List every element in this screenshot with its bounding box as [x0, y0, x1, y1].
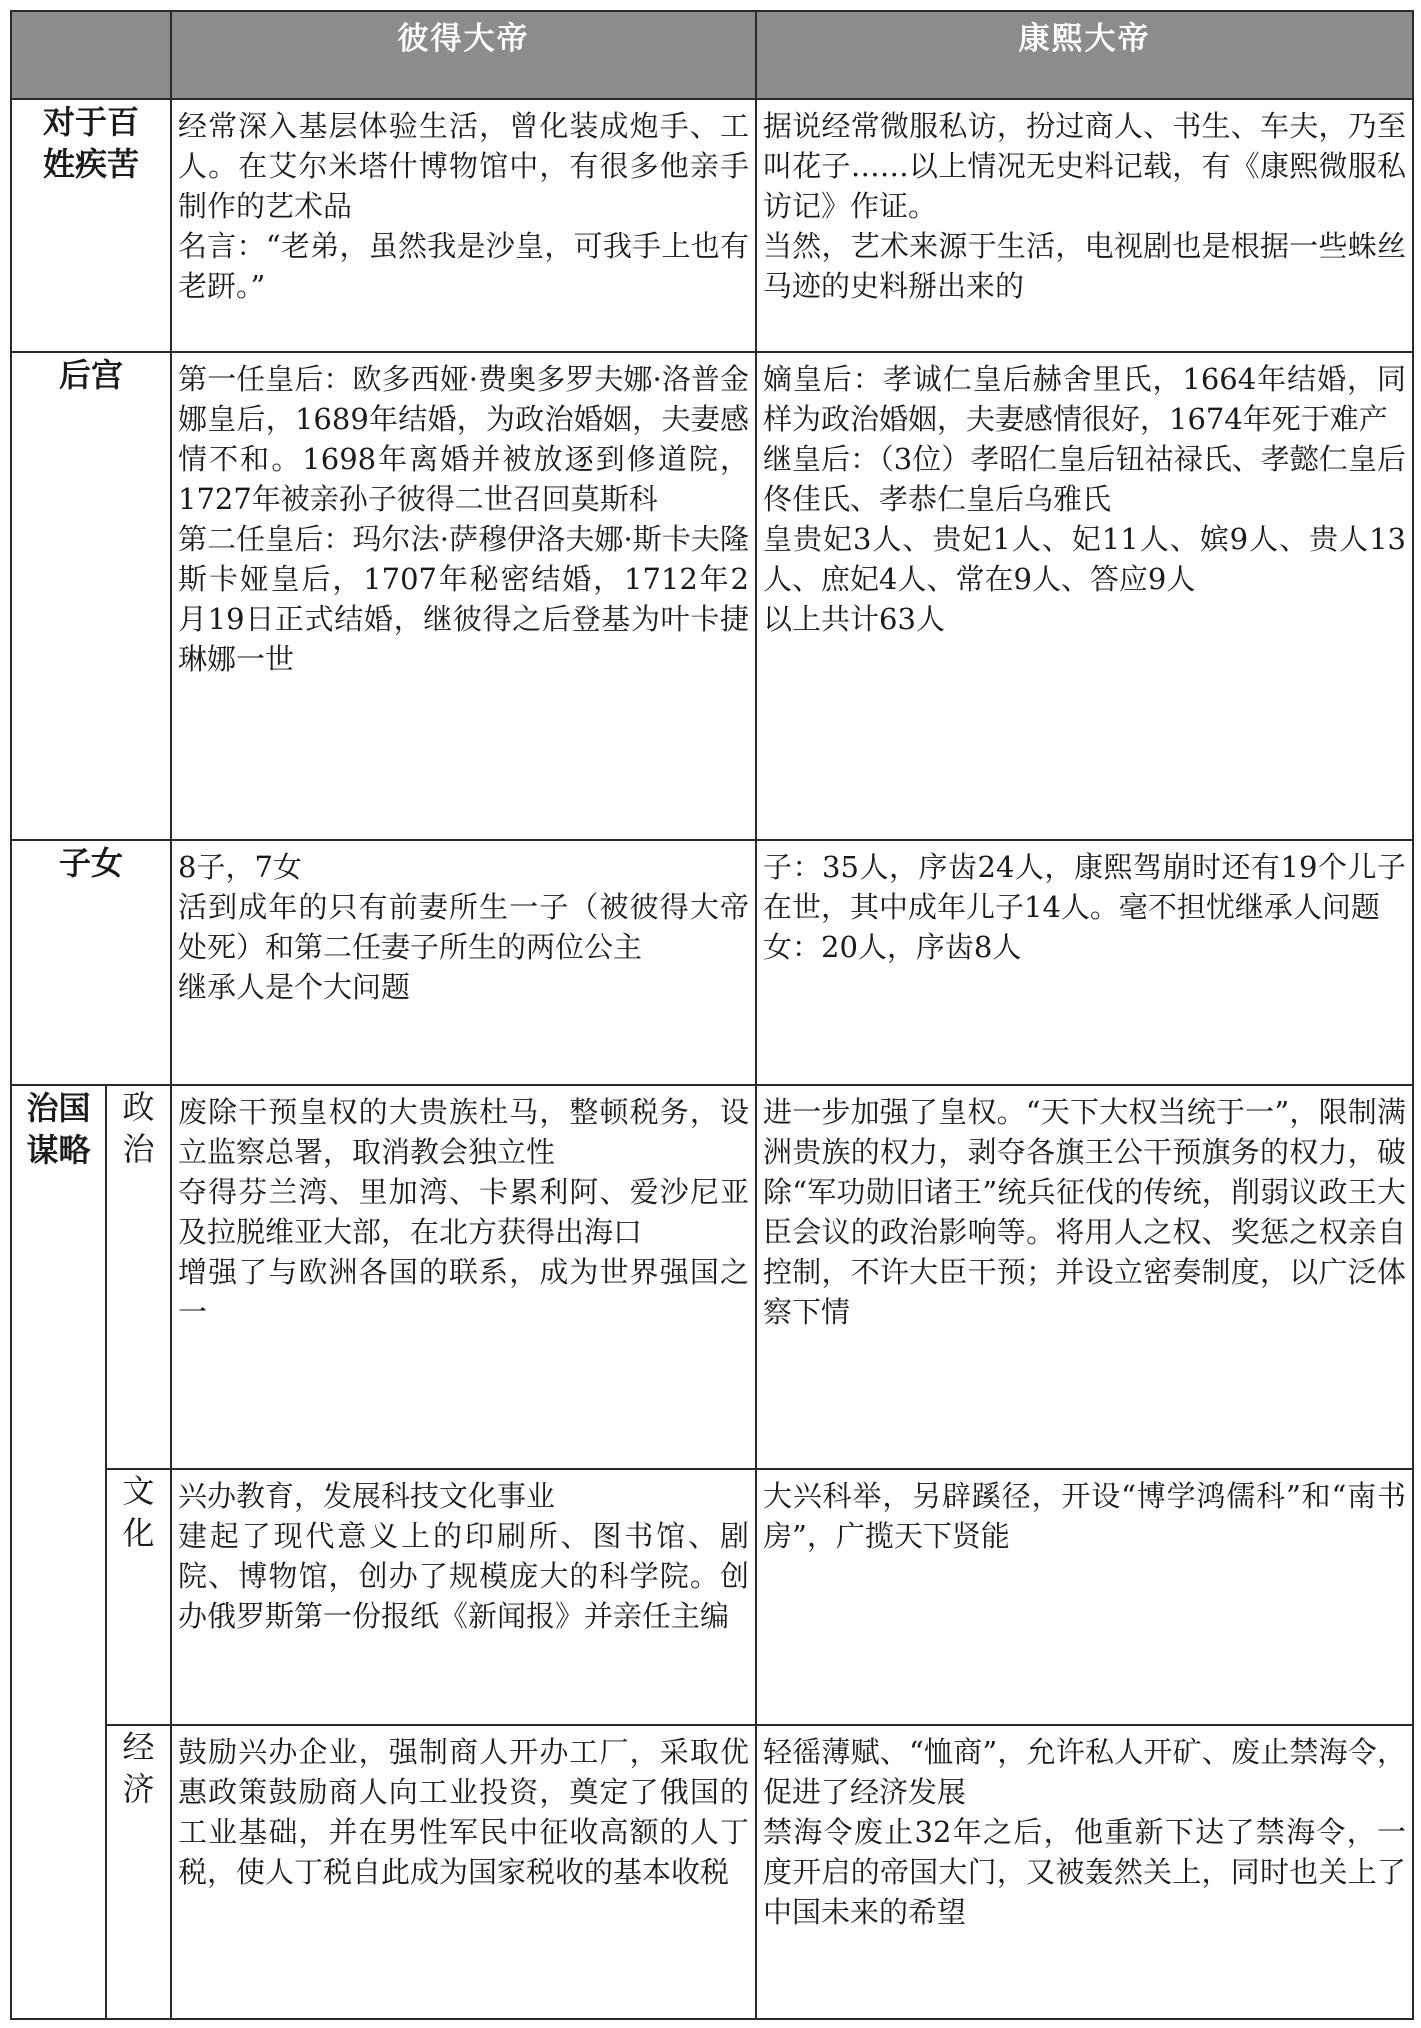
paragraph: 名言：“老弟，虽然我是沙皇，可我手上也有老趼。” [178, 229, 749, 303]
cell-economy-kangxi [756, 1725, 1413, 2019]
paragraph: 经常深入基层体验生活，曾化装成炮手、工人。在艾尔米塔什博物馆中，有很多他亲手制作的艺术品 [178, 109, 749, 223]
paragraph: 继承人是个大问题 [178, 970, 411, 1004]
cell-culture-peter [171, 1469, 756, 1725]
paragraph: 据说经常微服私访，扮过商人、书生、车夫，乃至叫花子……以上情况无史料记载，有《康熙微服私访记》作证。 [763, 109, 1406, 223]
sublabel-culture [106, 1469, 171, 1725]
paragraph: 轻徭薄赋、“恤商”，允许私人开矿、废止禁海令，促进了经济发展 [763, 1735, 1406, 1809]
paragraph: 继皇后：（3位）孝昭仁皇后钮祜禄氏、孝懿仁皇后佟佳氏、孝恭仁皇后乌雅氏 [763, 442, 1406, 516]
label-governance [11, 1085, 106, 2019]
paragraph: 废除干预皇权的大贵族杜马，整顿税务，设立监察总署，取消教会独立性 [178, 1095, 749, 1169]
cell-economy-peter [171, 1725, 756, 2019]
corner-cell [11, 11, 171, 99]
paragraph: 嫡皇后：孝诚仁皇后赫舍里氏，1664年结婚，同样为政治婚姻，夫妻感情很好，1674年死于难产 [763, 362, 1406, 436]
paragraph: 皇贵妃3人、贵妃1人、妃11人、嫔9人、贵人13人、庶妃4人、常在9人、答应9人 [763, 522, 1406, 596]
paragraph: 当然，艺术来源于生活，电视剧也是根据一些蛛丝马迹的史料掰出来的 [763, 229, 1406, 303]
paragraph: 兴办教育，发展科技文化事业 [178, 1479, 556, 1513]
paragraph: 子：35人，序齿24人，康熙驾崩时还有19个儿子在世，其中成年儿子14人。毫不担忧继承人问题 [763, 850, 1406, 924]
cell-harem-kangxi [756, 352, 1413, 840]
paragraph: 女：20人，序齿8人 [763, 930, 1022, 964]
header-peter: 彼得大帝 [171, 11, 756, 99]
row-culture [11, 1469, 1413, 1725]
paragraph: 增强了与欧洲各国的联系，成为世界强国之一 [178, 1255, 749, 1329]
row-people [11, 99, 1413, 352]
cell-children-peter [171, 840, 756, 1085]
paragraph: 以上共计63人 [763, 602, 945, 636]
label-governance-text: 治国谋略 [26, 1089, 91, 1169]
label-people [11, 99, 171, 352]
row-politics [11, 1085, 1413, 1469]
sublabel-economy-text: 经济 [122, 1728, 155, 1808]
paragraph: 第一任皇后：欧多西娅·费奥多罗夫娜·洛普金娜皇后，1689年结婚，为政治婚姻，夫妻感情不和。1698年离婚并被放逐到修道院，1727年被亲孙子彼得二世召回莫斯科 [178, 362, 749, 516]
paragraph: 建起了现代意义上的印刷所、图书馆、剧院、博物馆，创办了规模庞大的科学院。创办俄罗斯第一份报纸《新闻报》并亲任主编 [178, 1519, 749, 1633]
cell-harem-peter [171, 352, 756, 840]
paragraph: 禁海令废止32年之后，他重新下达了禁海令，一度开启的帝国大门，又被轰然关上，同时也关上了中国未来的希望 [763, 1815, 1406, 1929]
sublabel-politics [106, 1085, 171, 1469]
paragraph: 鼓励兴办企业，强制商人开办工厂，采取优惠政策鼓励商人向工业投资，奠定了俄国的工业基础，并在男性军民中征收高额的人丁税，使人丁税自此成为国家税收的基本收税 [178, 1735, 749, 1889]
comparison-table [10, 10, 1414, 2020]
row-economy [11, 1725, 1413, 2019]
paragraph: 8子，7女 [178, 850, 302, 884]
cell-culture-kangxi [756, 1469, 1413, 1725]
paragraph: 大兴科举，另辟蹊径，开设“博学鸿儒科”和“南书房”，广揽天下贤能 [763, 1479, 1406, 1553]
sublabel-politics-text: 政治 [122, 1088, 155, 1168]
paragraph: 进一步加强了皇权。“天下大权当统于一”，限制满洲贵族的权力，剥夺各旗王公干预旗务的权力，破除“军功勋旧诸王”统兵征伐的传统，削弱议政王大臣会议的政治影响等。将用人之权、奖惩之权亲自控制，不许大臣干预；并设立密奏制度，以广泛体察下情 [763, 1095, 1406, 1329]
label-people-text: 对于百姓疾苦 [42, 103, 139, 183]
paragraph: 活到成年的只有前妻所生一子（被彼得大帝处死）和第二任妻子所生的两位公主 [178, 890, 749, 964]
cell-children-kangxi [756, 840, 1413, 1085]
cell-people-peter [171, 99, 756, 352]
header-row [11, 11, 1413, 99]
label-harem: 后宫 [11, 352, 171, 840]
paragraph: 第二任皇后：玛尔法·萨穆伊洛夫娜·斯卡夫隆斯卡娅皇后，1707年秘密结婚，1712年2月19日正式结婚，继彼得之后登基为叶卡捷琳娜一世 [178, 522, 749, 676]
header-kangxi: 康熙大帝 [756, 11, 1413, 99]
row-children [11, 840, 1413, 1085]
paragraph: 夺得芬兰湾、里加湾、卡累利阿、爱沙尼亚及拉脱维亚大部，在北方获得出海口 [178, 1175, 749, 1249]
sublabel-economy [106, 1725, 171, 2019]
row-harem [11, 352, 1413, 840]
cell-politics-peter [171, 1085, 756, 1469]
sublabel-culture-text: 文化 [122, 1472, 155, 1552]
cell-politics-kangxi [756, 1085, 1413, 1469]
cell-people-kangxi [756, 99, 1413, 352]
label-children: 子女 [11, 840, 171, 1085]
